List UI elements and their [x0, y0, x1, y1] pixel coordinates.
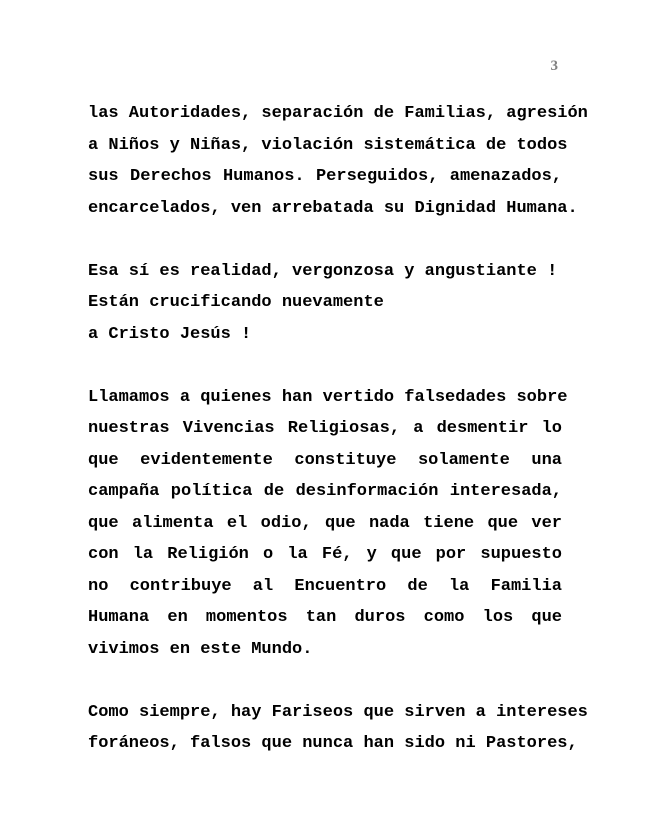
- text-line: no contribuye al Encuentro de la Familia: [88, 576, 562, 596]
- paragraph-1: [88, 98, 588, 224]
- text-line: campaña política de desinformación interesada,: [88, 482, 562, 501]
- text-line: Están crucificando nuevamente: [88, 293, 384, 312]
- text-line: Como siempre, hay Fariseos que sirven a intereses: [88, 702, 588, 722]
- text-line: las Autoridades, separación de Familias, agresión: [88, 104, 588, 123]
- document-body: [88, 98, 588, 791]
- text-line: con la Religión o la Fé, y que por supuesto: [88, 545, 562, 564]
- text-line: Humana en momentos tan duros como los que: [88, 608, 562, 627]
- text-line: Llamamos a quienes han vertido falsedades sobre: [88, 387, 568, 407]
- text-line: que alimenta el odio, que nada tiene que ver: [88, 513, 562, 533]
- text-line: encarcelados, ven arrebatada su Dignidad Humana.: [88, 198, 578, 218]
- page-number: 3: [550, 58, 558, 74]
- text-line: vivimos en este Mundo.: [88, 639, 313, 659]
- paragraph-4: [88, 697, 588, 760]
- text-line: a Cristo Jesús !: [88, 324, 252, 344]
- paragraph-3: [88, 382, 568, 666]
- text-line: a Niños y Niñas, violación sistemática de todos: [88, 135, 568, 155]
- text-line: foráneos, falsos que nunca han sido ni Pastores,: [88, 734, 578, 753]
- paragraph-2: [88, 256, 562, 351]
- text-line: nuestras Vivencias Religiosas, a desmentir lo: [88, 419, 562, 438]
- text-line: Esa sí es realidad, vergonzosa y angustiante !: [88, 261, 558, 281]
- text-line: sus Derechos Humanos. Perseguidos, amenazados,: [88, 167, 562, 186]
- text-line: que evidentemente constituye solamente una: [88, 450, 562, 470]
